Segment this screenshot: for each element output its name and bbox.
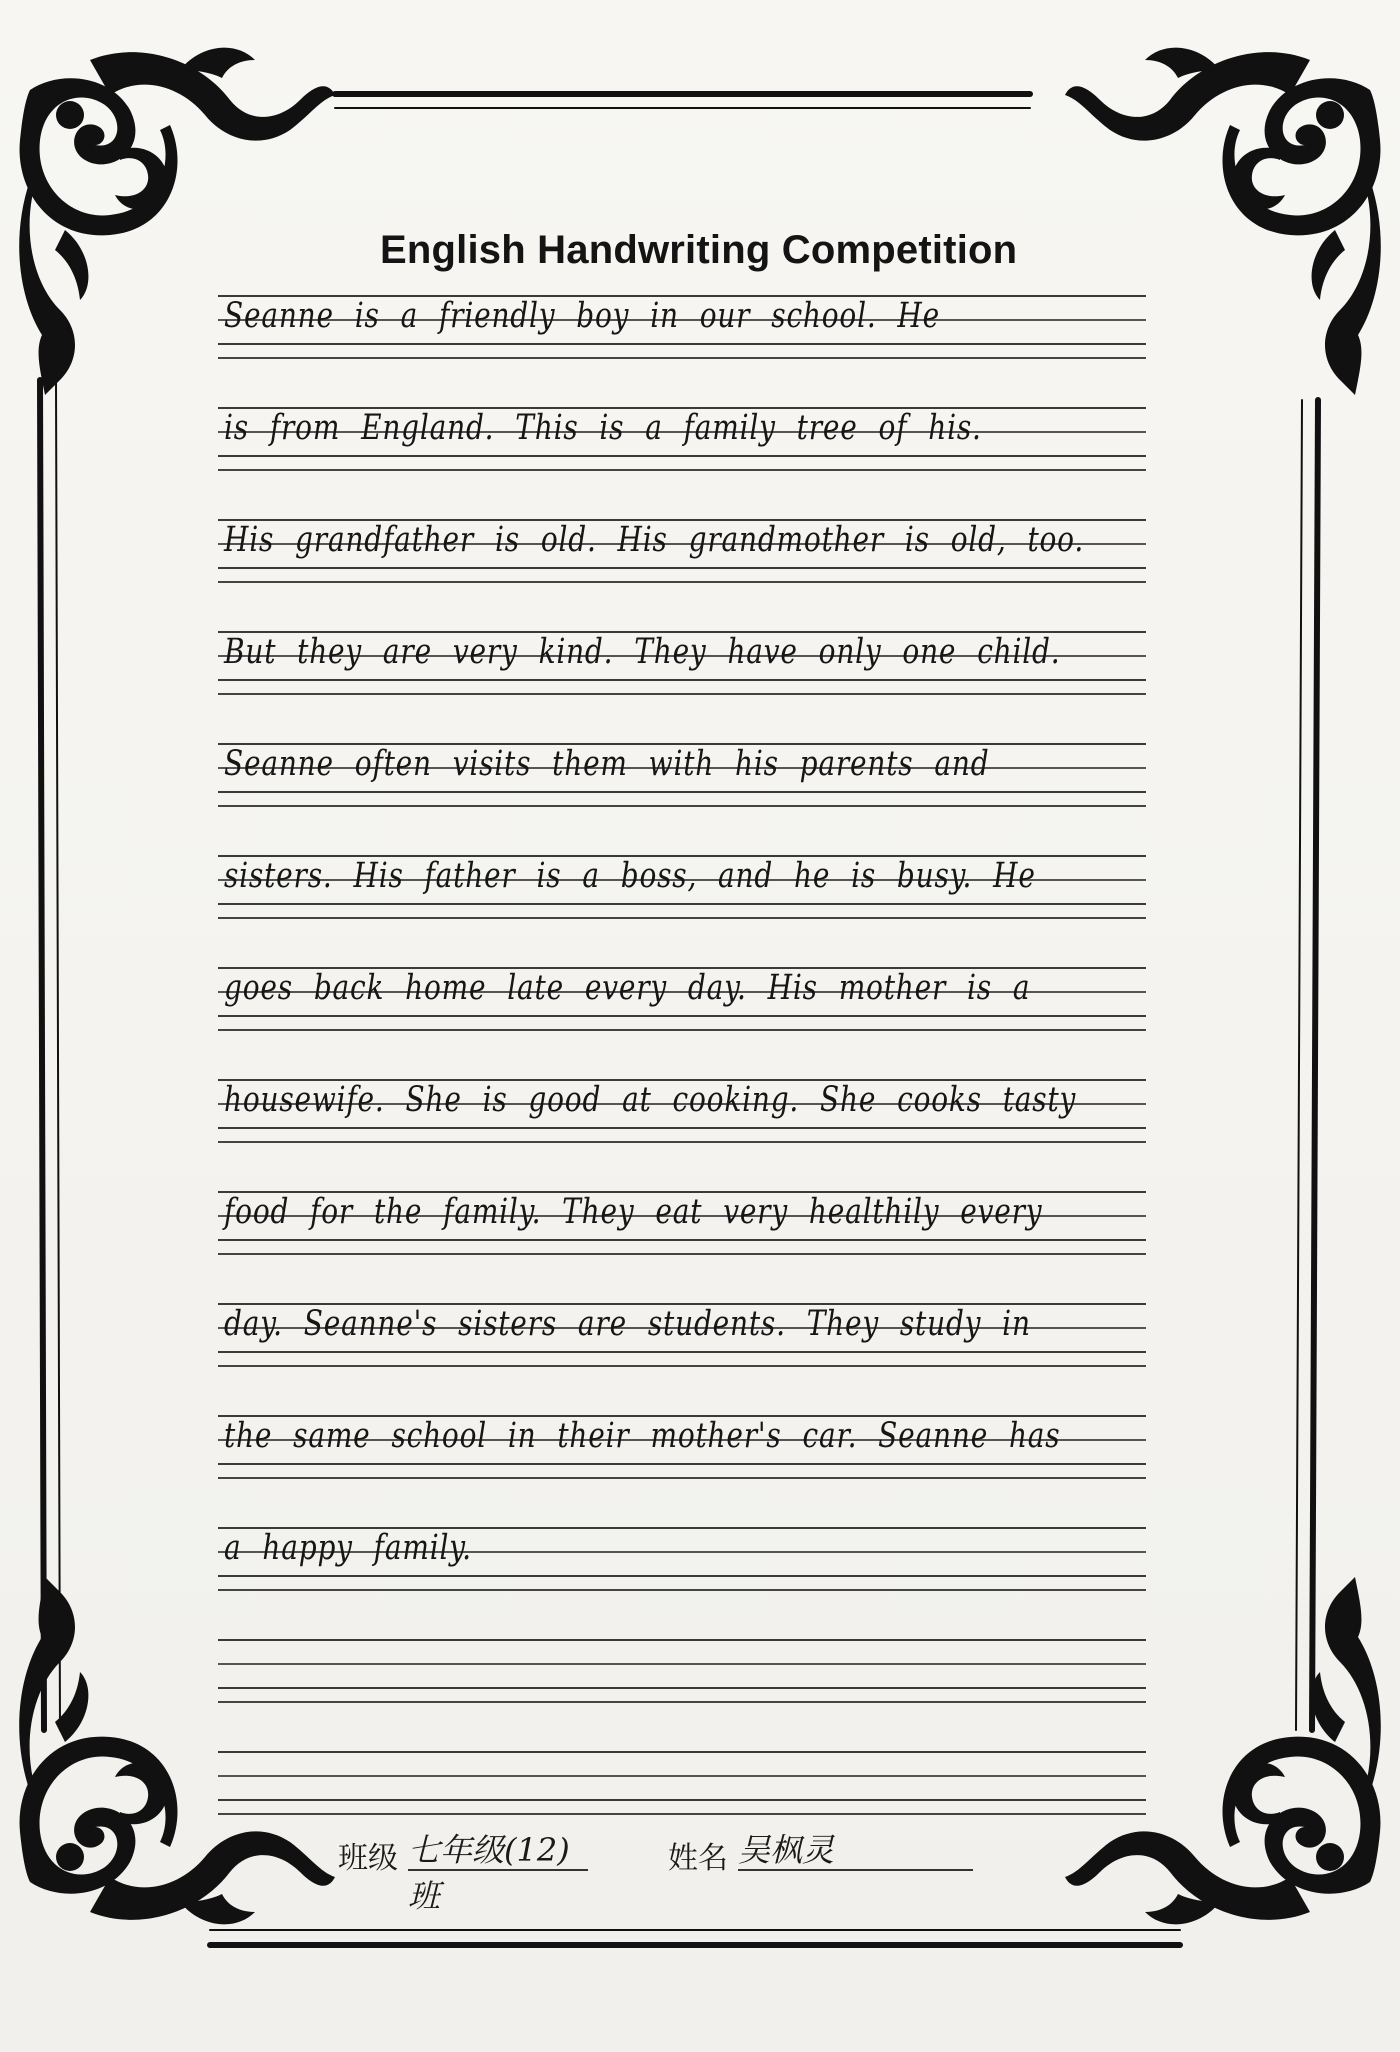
writing-line: [218, 1527, 1146, 1639]
ruled-line: [218, 1663, 1146, 1665]
ruled-line: [218, 455, 1146, 457]
ruled-line: [218, 1351, 1146, 1353]
handwriting-lines: [218, 295, 1146, 1863]
handwritten-text: Seanne often visits them with his parents and: [224, 744, 990, 784]
handwritten-text: housewife. She is good at cooking. She cooks tasty: [224, 1080, 1077, 1120]
ruled-line: [218, 1813, 1146, 1815]
ruled-line: [218, 903, 1146, 905]
ruled-line: [218, 469, 1146, 471]
handwritten-text: sisters. His father is a boss, and he is busy. He: [224, 856, 1036, 896]
writing-line: [218, 631, 1146, 743]
ruled-line: [218, 1477, 1146, 1479]
ruled-line: [218, 1253, 1146, 1255]
writing-line: [218, 967, 1146, 1079]
handwritten-text: His grandfather is old. His grandmother is old, too.: [224, 520, 1085, 560]
ruled-line: [218, 343, 1146, 345]
ruled-line: [218, 1463, 1146, 1465]
ruled-line: [218, 581, 1146, 583]
ruled-line: [218, 1141, 1146, 1143]
ruled-line: [218, 1575, 1146, 1577]
class-value: 七年级(12)班: [408, 1825, 588, 1871]
ruled-line: [218, 1687, 1146, 1689]
ruled-line: [218, 1751, 1146, 1753]
handwritten-text: day. Seanne's sisters are students. They study in: [224, 1304, 1031, 1344]
handwritten-text: But they are very kind. They have only one child.: [224, 632, 1061, 672]
ruled-line: [218, 567, 1146, 569]
ruled-line: [218, 1639, 1146, 1641]
student-info: [338, 1825, 1038, 1915]
ruled-line: [218, 805, 1146, 807]
writing-line: [218, 1191, 1146, 1303]
handwritten-text: the same school in their mother's car. Seanne has: [224, 1416, 1061, 1456]
writing-line: [218, 407, 1146, 519]
ruled-line: [218, 1015, 1146, 1017]
writing-line: [218, 1303, 1146, 1415]
ruled-line: [218, 1799, 1146, 1801]
handwritten-text: Seanne is a friendly boy in our school. He: [224, 296, 941, 336]
handwritten-text: food for the family. They eat very healthily every: [224, 1192, 1043, 1232]
ruled-line: [218, 693, 1146, 695]
ruled-line: [218, 1589, 1146, 1591]
ruled-line: [218, 679, 1146, 681]
name-value: 吴枫灵: [738, 1825, 973, 1871]
writing-line: [218, 295, 1146, 407]
name-label: 姓名: [668, 1841, 728, 1876]
ruled-line: [218, 1365, 1146, 1367]
ruled-line: [218, 1775, 1146, 1777]
ruled-line: [218, 917, 1146, 919]
handwritten-text: goes back home late every day. His mother is a: [224, 968, 1031, 1008]
ruled-line: [218, 1701, 1146, 1703]
ruled-line: [218, 791, 1146, 793]
ruled-line: [218, 1239, 1146, 1241]
ruled-line: [218, 357, 1146, 359]
writing-line: [218, 855, 1146, 967]
writing-line: [218, 1639, 1146, 1751]
writing-line: [218, 1415, 1146, 1527]
class-label: 班级: [338, 1841, 398, 1876]
handwritten-text: is from England. This is a family tree of his.: [224, 408, 982, 448]
ruled-line: [218, 1127, 1146, 1129]
writing-line: [218, 1079, 1146, 1191]
writing-line: [218, 519, 1146, 631]
handwritten-text: a happy family.: [224, 1528, 472, 1568]
page-title: English Handwriting Competition: [380, 228, 1018, 272]
writing-line: [218, 743, 1146, 855]
ruled-line: [218, 1029, 1146, 1031]
